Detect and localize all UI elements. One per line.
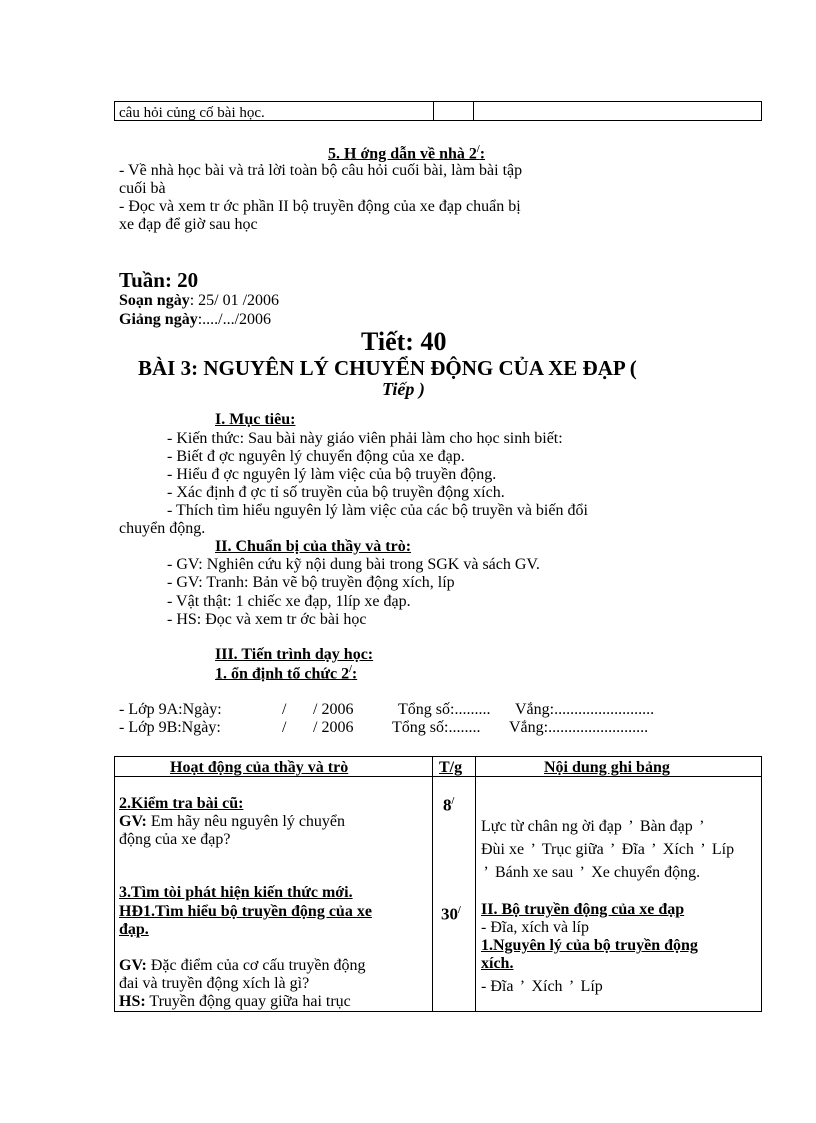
- total-count: Tổng số:........: [392, 719, 481, 736]
- preparation-item: - HS: Đọc và xem tr ớc bài học: [167, 611, 367, 628]
- lesson-title: BÀI 3: NGUYÊN LÝ CHUYỂN ĐỘNG CỦA XE ĐẠP (: [138, 356, 637, 380]
- process-heading: III. Tiến trình dạy học:: [215, 646, 374, 663]
- date-separator: /: [282, 701, 287, 718]
- homework-line: - Đọc và xem tr ớc phần II bộ truyền động của xe đạp chuẩn bị: [119, 198, 521, 215]
- motion-chain: - Đĩa ’ Xích ’ Líp: [481, 978, 603, 995]
- prepared-date: Soạn ngày: 25/ 01 /2006: [119, 292, 280, 309]
- objective-item: - Xác định đ ợc tỉ số truyền của bộ truyền động xích.: [167, 484, 505, 501]
- arrow-icon: ’: [628, 818, 634, 835]
- teacher-question-continued: động của xe đạp?: [119, 831, 231, 848]
- column-header-activities: Hoạt động của thầy và trò: [170, 759, 349, 776]
- motion-chain: ’ Bánh xe sau ’ Xe chuyển động.: [481, 864, 700, 881]
- class-label: - Lớp 9A:Ngày:: [119, 701, 222, 718]
- preparation-heading: II. Chuẩn bị của thầy và trò:: [215, 538, 412, 555]
- column-header-content: Nội dung ghi bảng: [544, 759, 670, 776]
- previous-table-fragment: [114, 101, 762, 121]
- homework-line: - Về nhà học bài và trả lời toàn bộ câu hỏi cuối bài, làm bài tập: [119, 162, 523, 179]
- objective-item: - Kiến thức: Sau bài này giáo viên phải làm cho học sinh biết:: [167, 430, 563, 447]
- time-review: 8/: [443, 795, 455, 815]
- time-new-knowledge: 30/: [441, 904, 461, 924]
- subsection-heading: 1.Nguyên lý của bộ truyền động: [481, 937, 698, 954]
- objective-item: - Biết đ ợc nguyên lý chuyển động của xe đạp.: [167, 448, 465, 465]
- preparation-item: - GV: Nghiên cứu kỹ nội dung bài trong SGK và sách GV.: [167, 556, 540, 573]
- objective-item: - Hiểu đ ợc nguyên lý làm việc của bộ truyền động.: [167, 466, 497, 483]
- homework-line: xe đạp để giờ sau học: [119, 216, 258, 233]
- week-label: Tuần: 20: [119, 268, 199, 292]
- arrow-icon: ’: [651, 841, 657, 858]
- date-year: / 2006: [313, 701, 354, 718]
- arrow-icon: ’: [519, 978, 526, 995]
- section-line: - Đĩa, xích và líp: [481, 919, 589, 936]
- lesson-number: Tiết: 40: [361, 327, 447, 356]
- column-header-time: T/g: [439, 759, 463, 776]
- objective-wrap: chuyển động.: [119, 520, 206, 537]
- lesson-activity-table: [114, 756, 762, 1012]
- activity-heading-continued: đạp.: [119, 921, 149, 938]
- column-divider: [432, 757, 433, 1011]
- arrow-icon: ’: [483, 864, 489, 881]
- homework-heading: 5. H ớng dẫn về nhà 2/:: [328, 144, 486, 163]
- table-cell: [115, 102, 434, 120]
- objectives-heading: I. Mục tiêu:: [215, 411, 296, 428]
- teacher-question: GV: Em hãy nêu nguyên lý chuyển: [119, 813, 346, 830]
- objective-item: - Thích tìm hiểu nguyên lý làm việc của các bộ truyền và biến đổi: [167, 502, 588, 519]
- homework-line: cuối bà: [119, 180, 166, 197]
- preparation-item: - GV: Tranh: Bản vẽ bộ truyền động xích, líp: [167, 574, 455, 591]
- arrow-icon: ’: [568, 978, 575, 995]
- organization-heading: 1. ổn định tổ chức 2/:: [215, 664, 358, 683]
- column-divider: [475, 757, 476, 1011]
- arrow-icon: ’: [700, 841, 706, 858]
- arrow-icon: ’: [610, 841, 616, 858]
- section-heading: II. Bộ truyền động của xe đạp: [481, 901, 685, 918]
- new-knowledge-heading: 3.Tìm tòi phát hiện kiến thức mới.: [119, 884, 353, 901]
- lesson-title-continued: Tiếp ): [382, 379, 425, 399]
- total-count: Tổng số:.........: [398, 701, 491, 718]
- teacher-question: GV: Đặc điểm của cơ cấu truyền động: [119, 957, 366, 974]
- absent-count: Vắng:.........................: [515, 701, 655, 718]
- teaching-date: Giảng ngày:..../.../2006: [119, 311, 272, 328]
- class-label: - Lớp 9B:Ngày:: [119, 719, 221, 736]
- student-answer: HS: Truyền động quay giữa hai trục: [119, 993, 351, 1010]
- arrow-icon: ’: [579, 864, 585, 881]
- preparation-item: - Vật thật: 1 chiếc xe đạp, 1líp xe đạp.: [167, 593, 411, 610]
- absent-count: Vắng:.........................: [509, 719, 649, 736]
- motion-chain: Đùi xe ’ Trục giữa ’ Đĩa ’ Xích ’ Líp: [481, 841, 735, 858]
- review-heading: 2.Kiểm tra bài cũ:: [119, 795, 244, 812]
- date-separator: /: [282, 719, 287, 736]
- date-year: / 2006: [313, 719, 354, 736]
- table-cell-text: câu hỏi củng cố bài học.: [119, 105, 265, 121]
- arrow-icon: ’: [699, 818, 705, 835]
- subsection-heading-continued: xích.: [481, 955, 514, 972]
- motion-chain: Lực từ chân ng ời đạp ’ Bàn đạp ’: [481, 818, 707, 835]
- activity-heading: HĐ1.Tìm hiểu bộ truyền động của xe: [119, 903, 372, 920]
- arrow-icon: ’: [530, 841, 536, 858]
- table-cell: [433, 102, 474, 120]
- teacher-question-continued: đai và truyền động xích là gì?: [119, 975, 310, 992]
